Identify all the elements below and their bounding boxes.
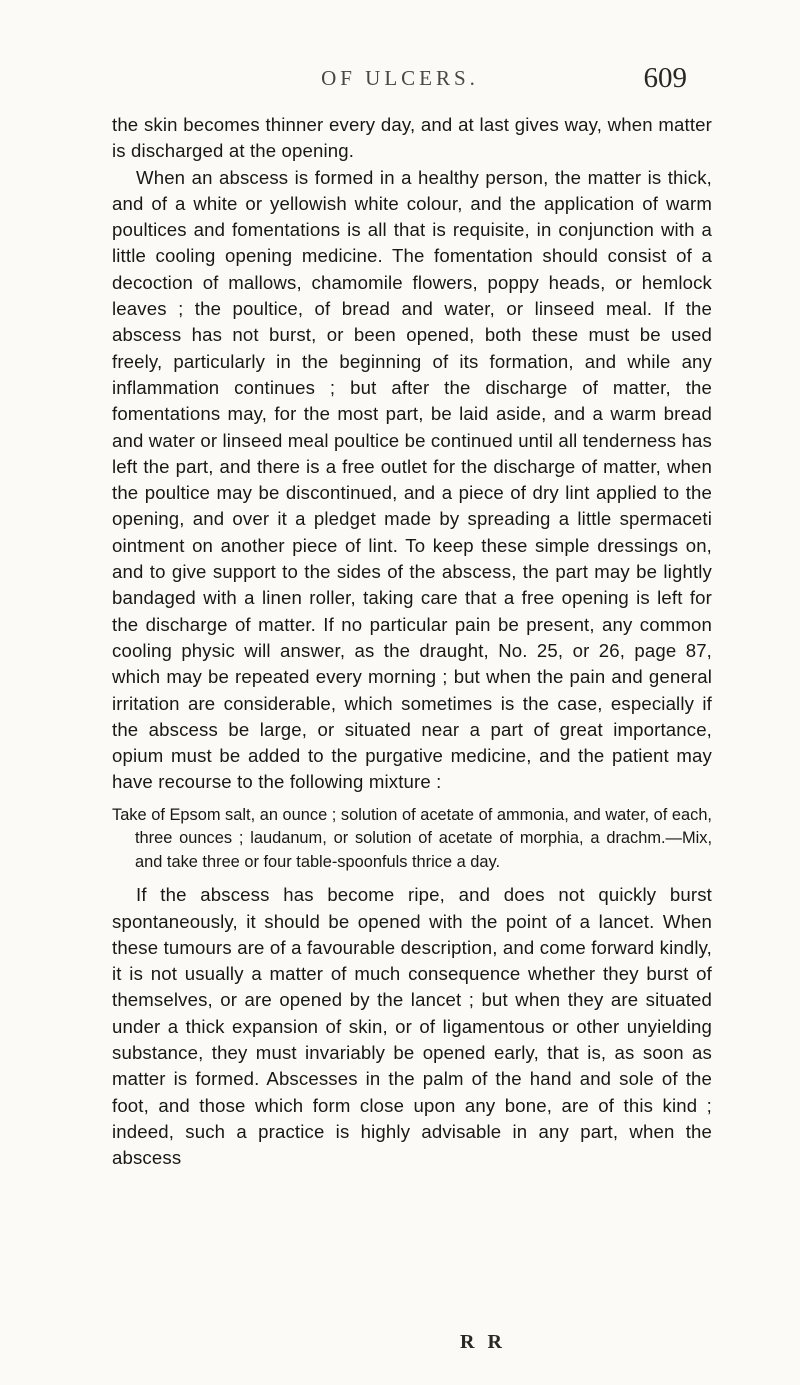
signature-mark: R R [460, 1331, 506, 1353]
running-head [0, 62, 800, 96]
page-number: 609 [643, 62, 687, 94]
recipe-mixture: Take of Epsom salt, an ounce ; solution of acetate of ammonia, and water, of each, three ounces ; laudanum, or solution of acetate of morphia, a drachm.—Mix, and take three or four table-spoonfuls thrice a day. [112, 805, 712, 871]
page-body [112, 112, 712, 1171]
paragraph-abscess-treatment: When an abscess is formed in a healthy person, the matter is thick, and of a white or yellowish white colour, and the application of warm poultices and fomentations is all that is requisite, in conjunction with a little cooling opening medicine. The fomentation should consist of a decoction of mallows, chamomile flowers, poppy heads, or hemlock leaves ; the poultice, of bread and water, or linseed meal. If the abscess has not burst, or been opened, both these must be used freely, particularly in the beginning of its formation, and while any inflammation continues ; but after the discharge of matter, the fomentations may, for the most part, be laid aside, and a warm bread and water or linseed meal poultice be continued until all tenderness has left the part, and there is a free outlet for the discharge of matter, when the poultice may be discontinued, and a piece of dry lint applied to the opening, and over it a pledget made by spreading a little spermaceti ointment on another piece of lint. To keep these simple dressings on, and to give support to the sides of the abscess, the part may be lightly bandaged with a linen roller, taking care that a free opening is left for the discharge of matter. If no particular pain be present, any common cooling physic will answer, as the draught, No. 25, or 26, page 87, which may be repeated every morning ; but when the pain and general irritation are considerable, which sometimes is the case, especially if the abscess be large, or situated near a part of great importance, opium must be added to the purgative medicine, and the patient may have recourse to the following mixture : [112, 166, 712, 793]
running-title: OF ULCERS. [321, 66, 479, 90]
paragraph-lancet: If the abscess has become ripe, and does not quickly burst spontaneously, it should be opened with the point of a lancet. When these tumours are of a favourable description, and come forward kindly, it is not usually a matter of much consequence whether they burst of themselves, or are opened by the lancet ; but when they are situated under a thick expansion of skin, or of ligamentous or other unyielding substance, they must invariably be opened early, that is, as soon as matter is formed. Abscesses in the palm of the hand and sole of the foot, and those which form close upon any bone, are of this kind ; indeed, such a practice is highly advisable in any part, when the abscess [112, 884, 712, 1169]
paragraph-continuation: the skin becomes thinner every day, and at last gives way, when matter is discharged at the opening. [112, 114, 712, 162]
signature-mark-row [0, 1331, 800, 1357]
